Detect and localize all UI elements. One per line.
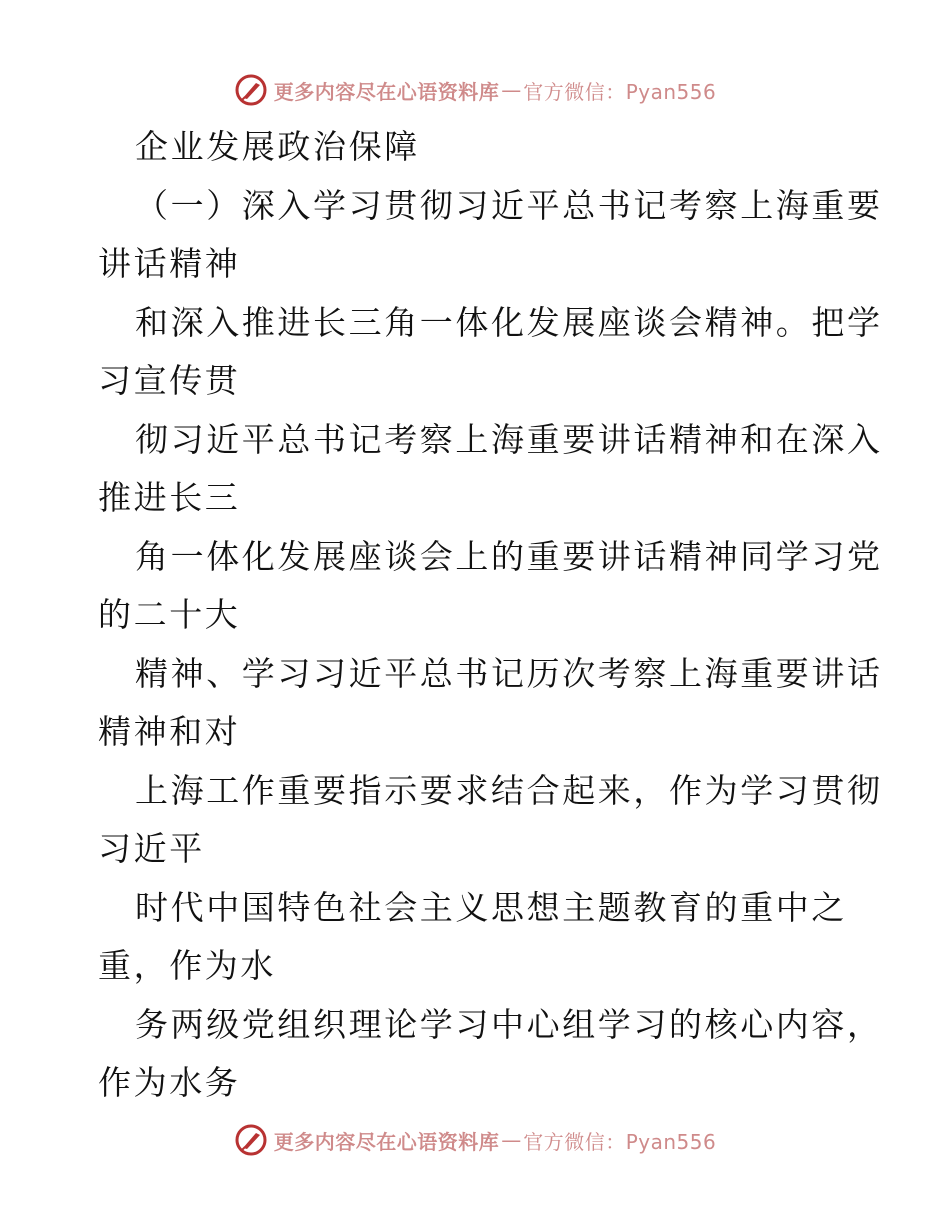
text-line: （一）深入学习贯彻习近平总书记考察上海重要 xyxy=(135,185,883,225)
watermark-contact: 官方微信：Pyan556 xyxy=(523,79,717,104)
text-line: 精神和对 xyxy=(98,712,241,751)
text-line: 时代中国特色社会主义思想主题教育的重中之 xyxy=(135,887,847,927)
text-line: 重，作为水 xyxy=(98,946,276,985)
footer-watermark xyxy=(0,1120,950,1160)
text-line: 的二十大 xyxy=(98,595,241,634)
document-body xyxy=(98,118,883,1113)
feather-pen-logo-icon xyxy=(234,73,268,107)
text-line: 精神、学习习近平总书记历次考察上海重要讲话 xyxy=(135,653,883,693)
text-line: 务两级党组织理论学习中心组学习的核心内容， xyxy=(135,1004,883,1044)
text-line: 习近平 xyxy=(98,829,205,868)
text-line: 上海工作重要指示要求结合起来，作为学习贯彻 xyxy=(135,770,883,810)
text-line: 推进长三 xyxy=(98,478,241,517)
watermark-text: 更多内容尽在心语资料库 xyxy=(273,1129,500,1154)
watermark-separator: — xyxy=(501,1128,522,1152)
text-line: 作为水务 xyxy=(98,1063,241,1102)
text-line: 习宣传贯 xyxy=(98,361,241,400)
feather-pen-logo-icon xyxy=(234,1123,268,1157)
header-watermark xyxy=(0,70,950,110)
text-line: 企业发展政治保障 xyxy=(135,127,420,166)
watermark-contact: 官方微信：Pyan556 xyxy=(523,1129,717,1154)
watermark-separator: — xyxy=(501,78,522,102)
text-line: 彻习近平总书记考察上海重要讲话精神和在深入 xyxy=(135,419,883,459)
text-line: 和深入推进长三角一体化发展座谈会精神。把学 xyxy=(135,302,883,342)
text-line: 讲话精神 xyxy=(98,244,241,283)
text-line: 角一体化发展座谈会上的重要讲话精神同学习党 xyxy=(135,536,883,576)
watermark-text: 更多内容尽在心语资料库 xyxy=(273,79,500,104)
